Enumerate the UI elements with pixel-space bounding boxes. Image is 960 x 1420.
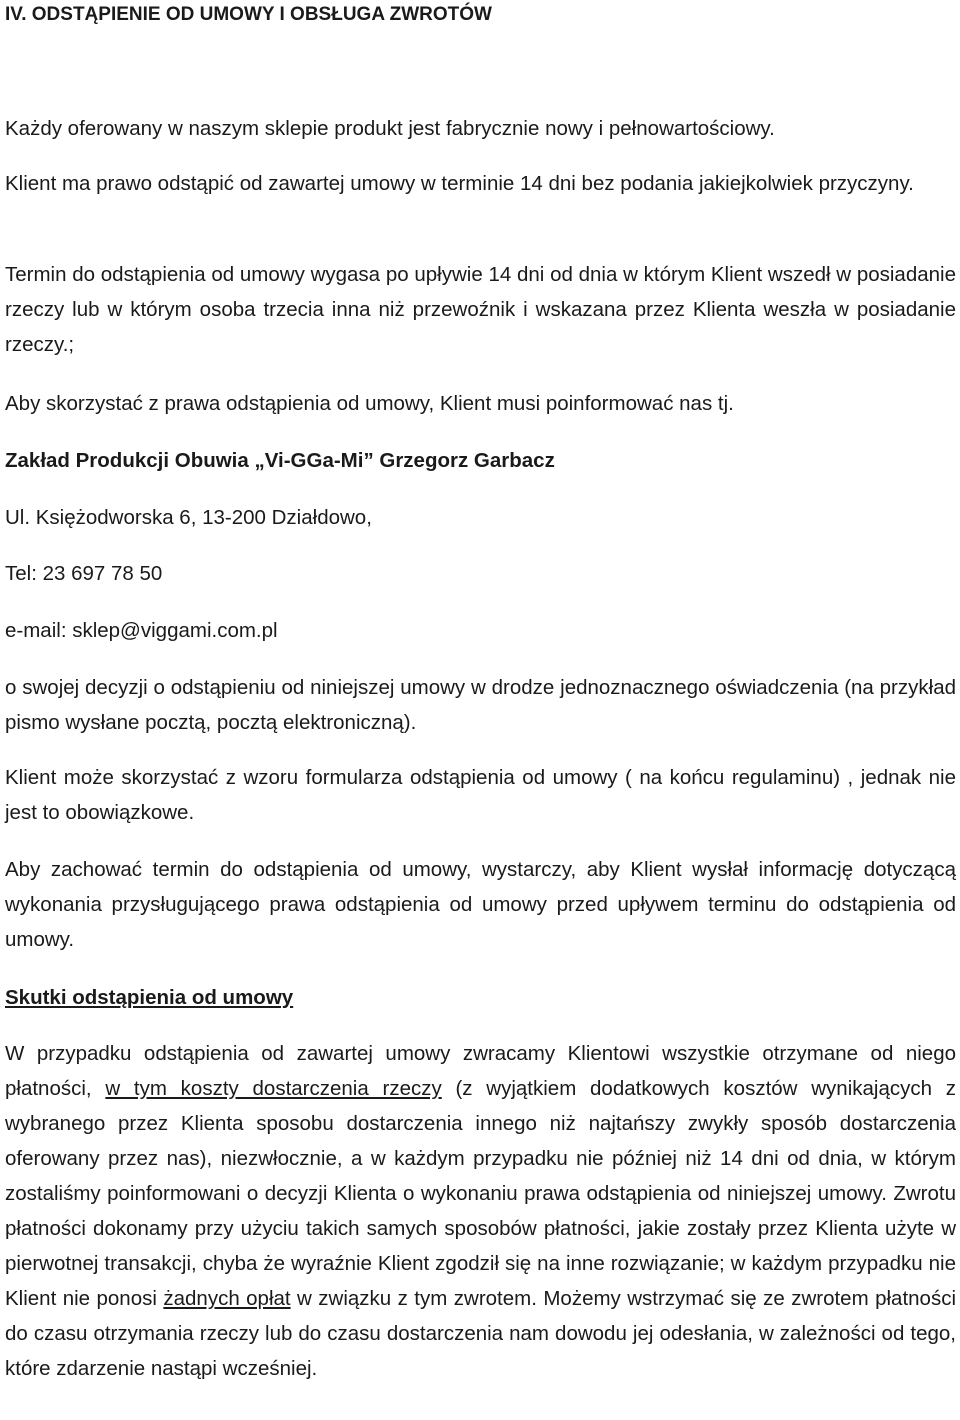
right-to-withdraw-paragraph: Klient ma prawo odstąpić od zawartej umowy w terminie 14 dni bez podania jakiejkolwiek przyczyny. [5, 172, 914, 195]
company-email: e-mail: sklep@viggami.com.pl [5, 619, 278, 642]
section-heading: IV. ODSTĄPIENIE OD UMOWY I OBSŁUGA ZWROTÓW [5, 4, 492, 25]
company-name: Zakład Produkcji Obuwia „Vi-GGa-Mi” Grzegorz Garbacz [5, 449, 555, 472]
form-note-paragraph: Klient może skorzystać z wzoru formularza odstąpienia od umowy ( na końcu regulaminu) , jednak nie jest to obowiązkowe. [5, 766, 956, 824]
company-address: Ul. Księżodworska 6, 13-200 Działdowo, [5, 506, 372, 529]
effects-title: Skutki odstąpienia od umowy [5, 986, 294, 1009]
keep-deadline-paragraph: Aby zachować termin do odstąpienia od umowy, wystarczy, aby Klient wysłał informację dotyczącą wykonania przysługującego prawa odstąpienia od umowy przed upływem terminu do odstąpienia od umowy. [5, 858, 956, 951]
effects-text-part-1: W przypadku odstąpienia od zawartej umowy zwracamy Klientowi wszystkie otrzymane od niego płatności, [5, 1042, 956, 1100]
company-phone: Tel: 23 697 78 50 [5, 562, 163, 585]
effects-paragraph [5, 1036, 956, 1386]
no-fees-underlined: żadnych opłat [163, 1287, 291, 1310]
effects-text-part-3: w związku z tym zwrotem. Możemy wstrzymać się ze zwrotem płatności do czasu otrzymania rzeczy lub do czasu dostarczenia nam dowodu jej odesłania, w zależności od tego, które zdarzenie nastąpi wcześniej. [5, 1287, 956, 1380]
delivery-costs-underlined: w tym koszty dostarczenia rzeczy [105, 1077, 442, 1100]
deadline-paragraph: Termin do odstąpienia od umowy wygasa po upływie 14 dni od dnia w którym Klient wszedł w posiadanie rzeczy lub w którym osoba trzecia inna niż przewoźnik i wskazana przez Klienta weszła w posiadanie rzeczy.; [5, 263, 956, 356]
effects-text-part-2: (z wyjątkiem dodatkowych kosztów wynikających z wybranego przez Klienta sposobu dostarczenia innego niż najtańszy zwykły sposób dostarczenia oferowany przez nas), niezwłocznie, a w każdym przypadku nie później niż 14 dni od dnia, w którym zostaliśmy poinformowani o decyzji Klienta o wykonaniu prawa odstąpienia od niniejszej umowy. Zwrotu płatności dokonamy przy użyciu takich samych sposobów płatności, jakie zostały przez Klienta użyte w pierwotnej transakcji, chyba że wyraźnie Klient zgodził się na inne rozwiązanie; w każdym przypadku nie Klient nie ponosi [5, 1077, 956, 1310]
decision-paragraph: o swojej decyzji o odstąpieniu od niniejszej umowy w drodze jednoznacznego oświadczenia (na przykład pismo wysłane pocztą, pocztą elektroniczną). [5, 676, 956, 734]
new-products-paragraph: Każdy oferowany w naszym sklepie produkt jest fabrycznie nowy i pełnowartościowy. [5, 117, 775, 140]
inform-us-paragraph: Aby skorzystać z prawa odstąpienia od umowy, Klient musi poinformować nas tj. [5, 392, 734, 415]
